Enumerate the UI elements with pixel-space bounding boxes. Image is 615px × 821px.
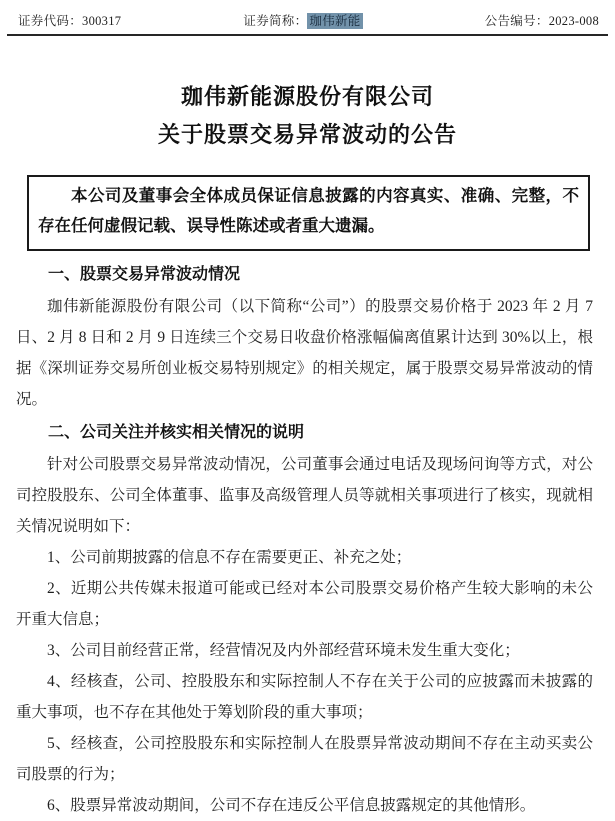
stock-name: [243, 11, 362, 29]
document-body: [0, 251, 615, 821]
section-1-paragraph: 珈伟新能源股份有限公司（以下简称“公司”）的股票交易价格于 2023 年 2 月 7 日、2 月 8 日和 2 月 9 日连续三个交易日收盘价格涨幅偏离值累计达到 30%以上，根据《深圳证券交易所创业板交易特别规定》的相关规定，属于股票交易异常波动的情况。: [16, 298, 593, 408]
header-divider: [7, 34, 608, 36]
announcement-number-label: 公告编号：: [484, 14, 549, 28]
disclaimer-box: [27, 175, 590, 251]
section-2-intro-paragraph: 针对公司股票交易异常波动情况，公司董事会通过电话及现场问询等方式，对公司控股股东、公司全体董事、监事及高级管理人员等就相关事项进行了核实，现就相关情况说明如下：: [16, 456, 593, 535]
section-1-heading: 一、股票交易异常波动情况: [48, 266, 241, 283]
document-header: [0, 0, 615, 29]
title-line-company: 珈伟新能源股份有限公司: [180, 84, 434, 109]
stock-name-label: 证券简称：: [243, 14, 308, 28]
list-item-2: 2、近期公共传媒未报道可能或已经对本公司股票交易价格产生较大影响的未公开重大信息；: [16, 580, 593, 628]
list-item-5: 5、经核查，公司控股股东和实际控制人在股票异常波动期间不存在主动买卖公司股票的行为；: [16, 735, 593, 783]
stock-name-highlight: 珈伟新能: [309, 14, 361, 28]
announcement-number-value: 2023-008: [548, 14, 599, 28]
announcement-number: [485, 11, 599, 29]
title-line-subject: 关于股票交易异常波动的公告: [157, 122, 457, 147]
stock-code: [18, 11, 121, 29]
list-item-4: 4、经核查，公司、控股股东和实际控制人不存在关于公司的应披露而未披露的重大事项，也不存在其他处于筹划阶段的重大事项；: [16, 673, 593, 721]
disclaimer-text: 本公司及董事会全体成员保证信息披露的内容真实、准确、完整，不存在任何虚假记载、误导性陈述或者重大遗漏。: [38, 186, 579, 235]
list-item-6: 6、股票异常波动期间，公司不存在违反公平信息披露规定的其他情形。: [47, 797, 536, 814]
list-item-3: 3、公司目前经营正常，经营情况及内外部经营环境未发生重大变化；: [47, 642, 520, 659]
stock-code-label: 证券代码：: [18, 14, 83, 28]
document-title: [0, 78, 615, 154]
list-item-1: 1、公司前期披露的信息不存在需要更正、补充之处；: [47, 549, 412, 566]
stock-code-value: 300317: [82, 14, 122, 28]
section-2-heading: 二、公司关注并核实相关情况的说明: [48, 424, 305, 441]
